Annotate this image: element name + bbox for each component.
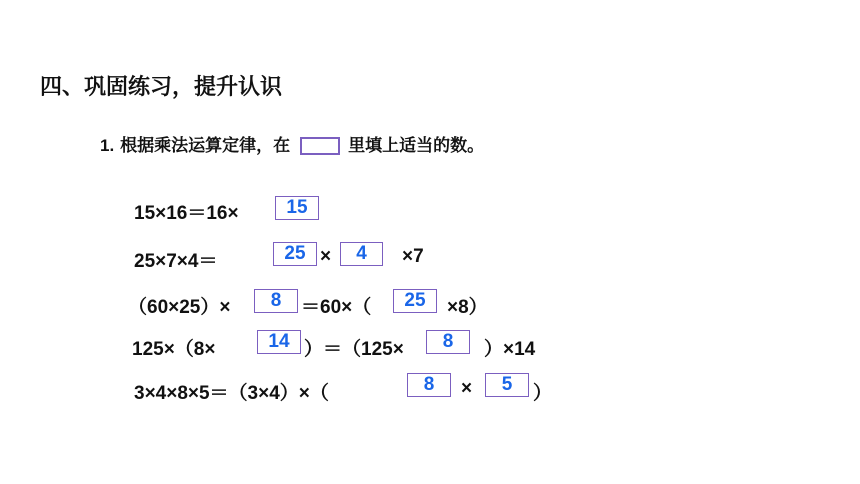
question-1	[100, 131, 484, 156]
answer-box-3-2[interactable]: 25	[393, 289, 437, 313]
equation-4-text-2: ）＝（125×	[304, 339, 404, 360]
answer-box-3-1[interactable]: 8	[254, 289, 298, 313]
answer-box-4-1[interactable]: 14	[257, 330, 301, 354]
equation-3-text-2: ＝60×（	[301, 297, 372, 318]
equation-3-text-3: ×8）	[447, 297, 488, 318]
answer-box-5-2[interactable]: 5	[485, 373, 529, 397]
equation-2-text-2: ×	[320, 246, 332, 267]
equation-5-text-2: ×	[461, 378, 473, 399]
equation-1-text: 15×16＝16×	[134, 203, 239, 224]
answer-box-1-1[interactable]: 15	[275, 196, 319, 220]
answer-box-sample	[300, 137, 340, 155]
question-number: 1.	[100, 136, 115, 155]
answer-box-2-1[interactable]: 25	[273, 242, 317, 266]
answer-box-4-2[interactable]: 8	[426, 330, 470, 354]
equation-4-text-3: ）×14	[484, 339, 536, 360]
answer-box-2-2[interactable]: 4	[340, 242, 383, 266]
equation-4-text-1: 125×（8×	[132, 339, 216, 360]
question-text-end: 里填上适当的数。	[348, 136, 485, 156]
equation-5-text-1: 3×4×8×5＝（3×4）×（	[134, 383, 329, 404]
answer-box-5-1[interactable]: 8	[407, 373, 451, 397]
equation-3-text-1: （60×25）×	[128, 297, 231, 318]
equation-2-text-1: 25×7×4＝	[134, 251, 218, 272]
equation-5-text-3: ）	[533, 383, 553, 404]
section-heading: 四、巩固练习，提升认识	[40, 75, 283, 100]
equation-2-text-3: ×7	[402, 246, 424, 267]
question-text-start: 根据乘法运算定律，在	[120, 136, 291, 156]
